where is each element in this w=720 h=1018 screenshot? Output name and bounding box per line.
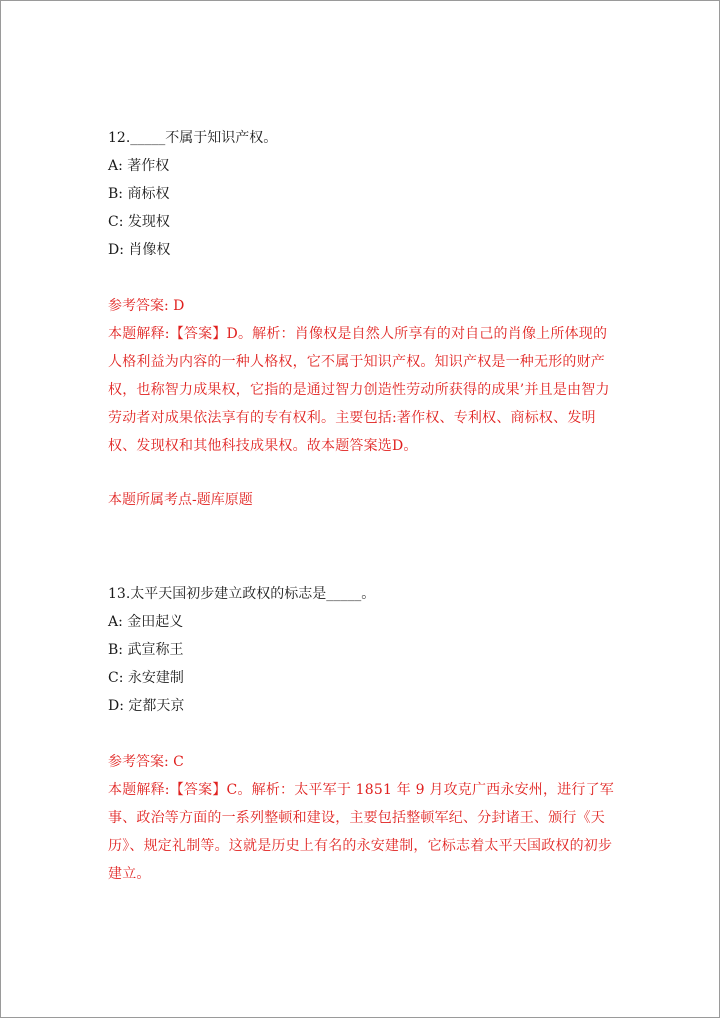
answer-explanation: 本题解释:【答案】D。解析：肖像权是自然人所享有的对自己的肖像上所体现的人格利益为内容的一种人格权，它不属于知识产权。知识产权是一种无形的财产权，也称智力成果权，它指的是通过智力创造性劳动所获得的成果’并且是由智力劳动者对成果依法享有的专有权利。主要包括:著作权、专利权、商标权、发明权、发现权和其他科技成果权。故本题答案选D。	[108, 326, 610, 454]
answer-explanation: 本题解释:【答案】C。解析：太平军于 1851 年 9 月攻克广西永安州，进行了军事、政治等方面的一系列整顿和建设，主要包括整顿军纪、分封诸王、颁行《天历》、规定礼制等。这就是历史上有名的永安建制，它标志着太平天国政权的初步建立。	[108, 782, 614, 882]
answer-block-12	[108, 292, 618, 460]
option-c: C: 发现权	[108, 214, 170, 230]
option-d: D: 肖像权	[108, 242, 171, 258]
question-stem: 13.太平天国初步建立政权的标志是_____。	[108, 586, 376, 602]
reference-answer: 参考答案: D	[108, 298, 185, 314]
topic-note: 本题所属考点-题库原题	[108, 492, 253, 508]
reference-answer: 参考答案: C	[108, 754, 184, 770]
question-13	[108, 580, 618, 720]
document-content	[108, 124, 618, 888]
option-b: B: 商标权	[108, 186, 170, 202]
option-b: B: 武宣称王	[108, 642, 184, 658]
option-a: A: 金田起义	[108, 614, 184, 630]
question-stem: 12._____不属于知识产权。	[108, 130, 278, 146]
option-a: A: 著作权	[108, 158, 170, 174]
question-12	[108, 124, 618, 264]
option-c: C: 永安建制	[108, 670, 184, 686]
option-d: D: 定都天京	[108, 698, 185, 714]
answer-block-13	[108, 748, 618, 888]
